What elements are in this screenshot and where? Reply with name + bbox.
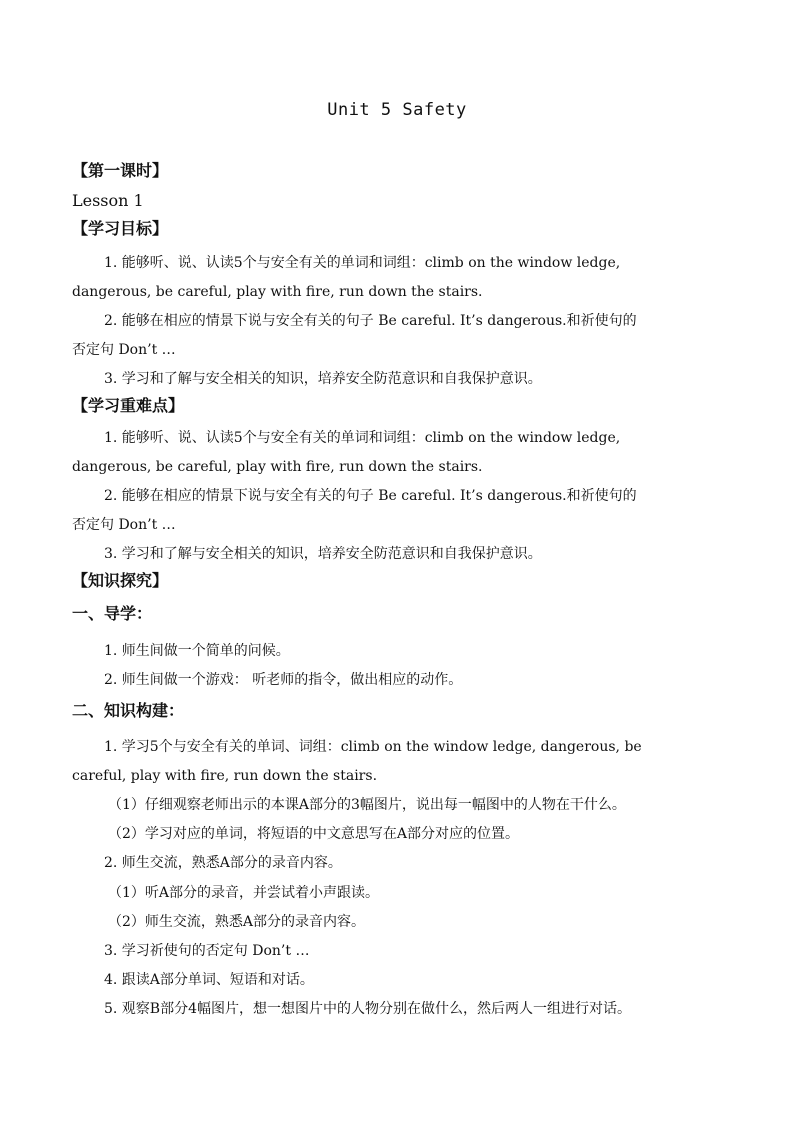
build-5: 5. 观察B部分4幅图片，想一想图片中的人物分别在做什么，然后两人一组进行对话。	[104, 1001, 632, 1017]
heading-key-points: 【学习重难点】	[72, 396, 185, 415]
goal-1-line-1: 1. 能够听、说、认读5个与安全有关的单词和词组：climb on the window ledge,	[104, 255, 621, 271]
build-3: 3. 学习祈使句的否定句 Don’t …	[104, 943, 310, 959]
lesson-label: Lesson 1	[72, 191, 144, 210]
build-1-line-1: 1. 学习5个与安全有关的单词、词组：climb on the window ledge, dangerous, be	[104, 739, 642, 755]
goal-2-line-2: 否定句 Don’t …	[72, 342, 176, 358]
guide-item-1: 1. 师生间做一个简单的问候。	[104, 643, 290, 659]
heading-lesson-time: 【第一课时】	[72, 161, 169, 180]
goal-3: 3. 学习和了解与安全相关的知识，培养安全防范意识和自我保护意识。	[104, 371, 542, 387]
key-1-line-1: 1. 能够听、说、认读5个与安全有关的单词和词组：climb on the window ledge,	[104, 430, 621, 446]
build-1-sub-2: （2）学习对应的单词，将短语的中文意思写在A部分对应的位置。	[108, 826, 520, 842]
goal-2-line-1: 2. 能够在相应的情景下说与安全有关的句子 Be careful. It’s dangerous.和祈使句的	[104, 313, 637, 329]
key-2-line-1: 2. 能够在相应的情景下说与安全有关的句子 Be careful. It’s dangerous.和祈使句的	[104, 488, 637, 504]
build-1-sub-1: （1）仔细观察老师出示的本课A部分的3幅图片，说出每一幅图中的人物在干什么。	[108, 797, 626, 813]
key-1-line-2: dangerous, be careful, play with fire, run down the stairs.	[72, 459, 483, 475]
build-4: 4. 跟读A部分单词、短语和对话。	[104, 972, 314, 988]
heading-build: 二、知识构建：	[72, 701, 185, 720]
heading-explore: 【知识探究】	[72, 571, 169, 590]
key-3: 3. 学习和了解与安全相关的知识，培养安全防范意识和自我保护意识。	[104, 546, 542, 562]
build-2: 2. 师生交流，熟悉A部分的录音内容。	[104, 855, 342, 871]
guide-item-2: 2. 师生间做一个游戏： 听老师的指令，做出相应的动作。	[104, 672, 463, 688]
page-title: Unit 5 Safety	[327, 100, 467, 120]
heading-goals: 【学习目标】	[72, 219, 169, 238]
build-1-line-2: careful, play with fire, run down the stairs.	[72, 768, 378, 784]
key-2-line-2: 否定句 Don’t …	[72, 517, 176, 533]
goal-1-line-2: dangerous, be careful, play with fire, run down the stairs.	[72, 284, 483, 300]
heading-guide: 一、导学：	[72, 604, 153, 623]
build-2-sub-2: （2）师生交流，熟悉A部分的录音内容。	[108, 914, 366, 930]
build-2-sub-1: （1）听A部分的录音，并尝试着小声跟读。	[108, 885, 380, 901]
